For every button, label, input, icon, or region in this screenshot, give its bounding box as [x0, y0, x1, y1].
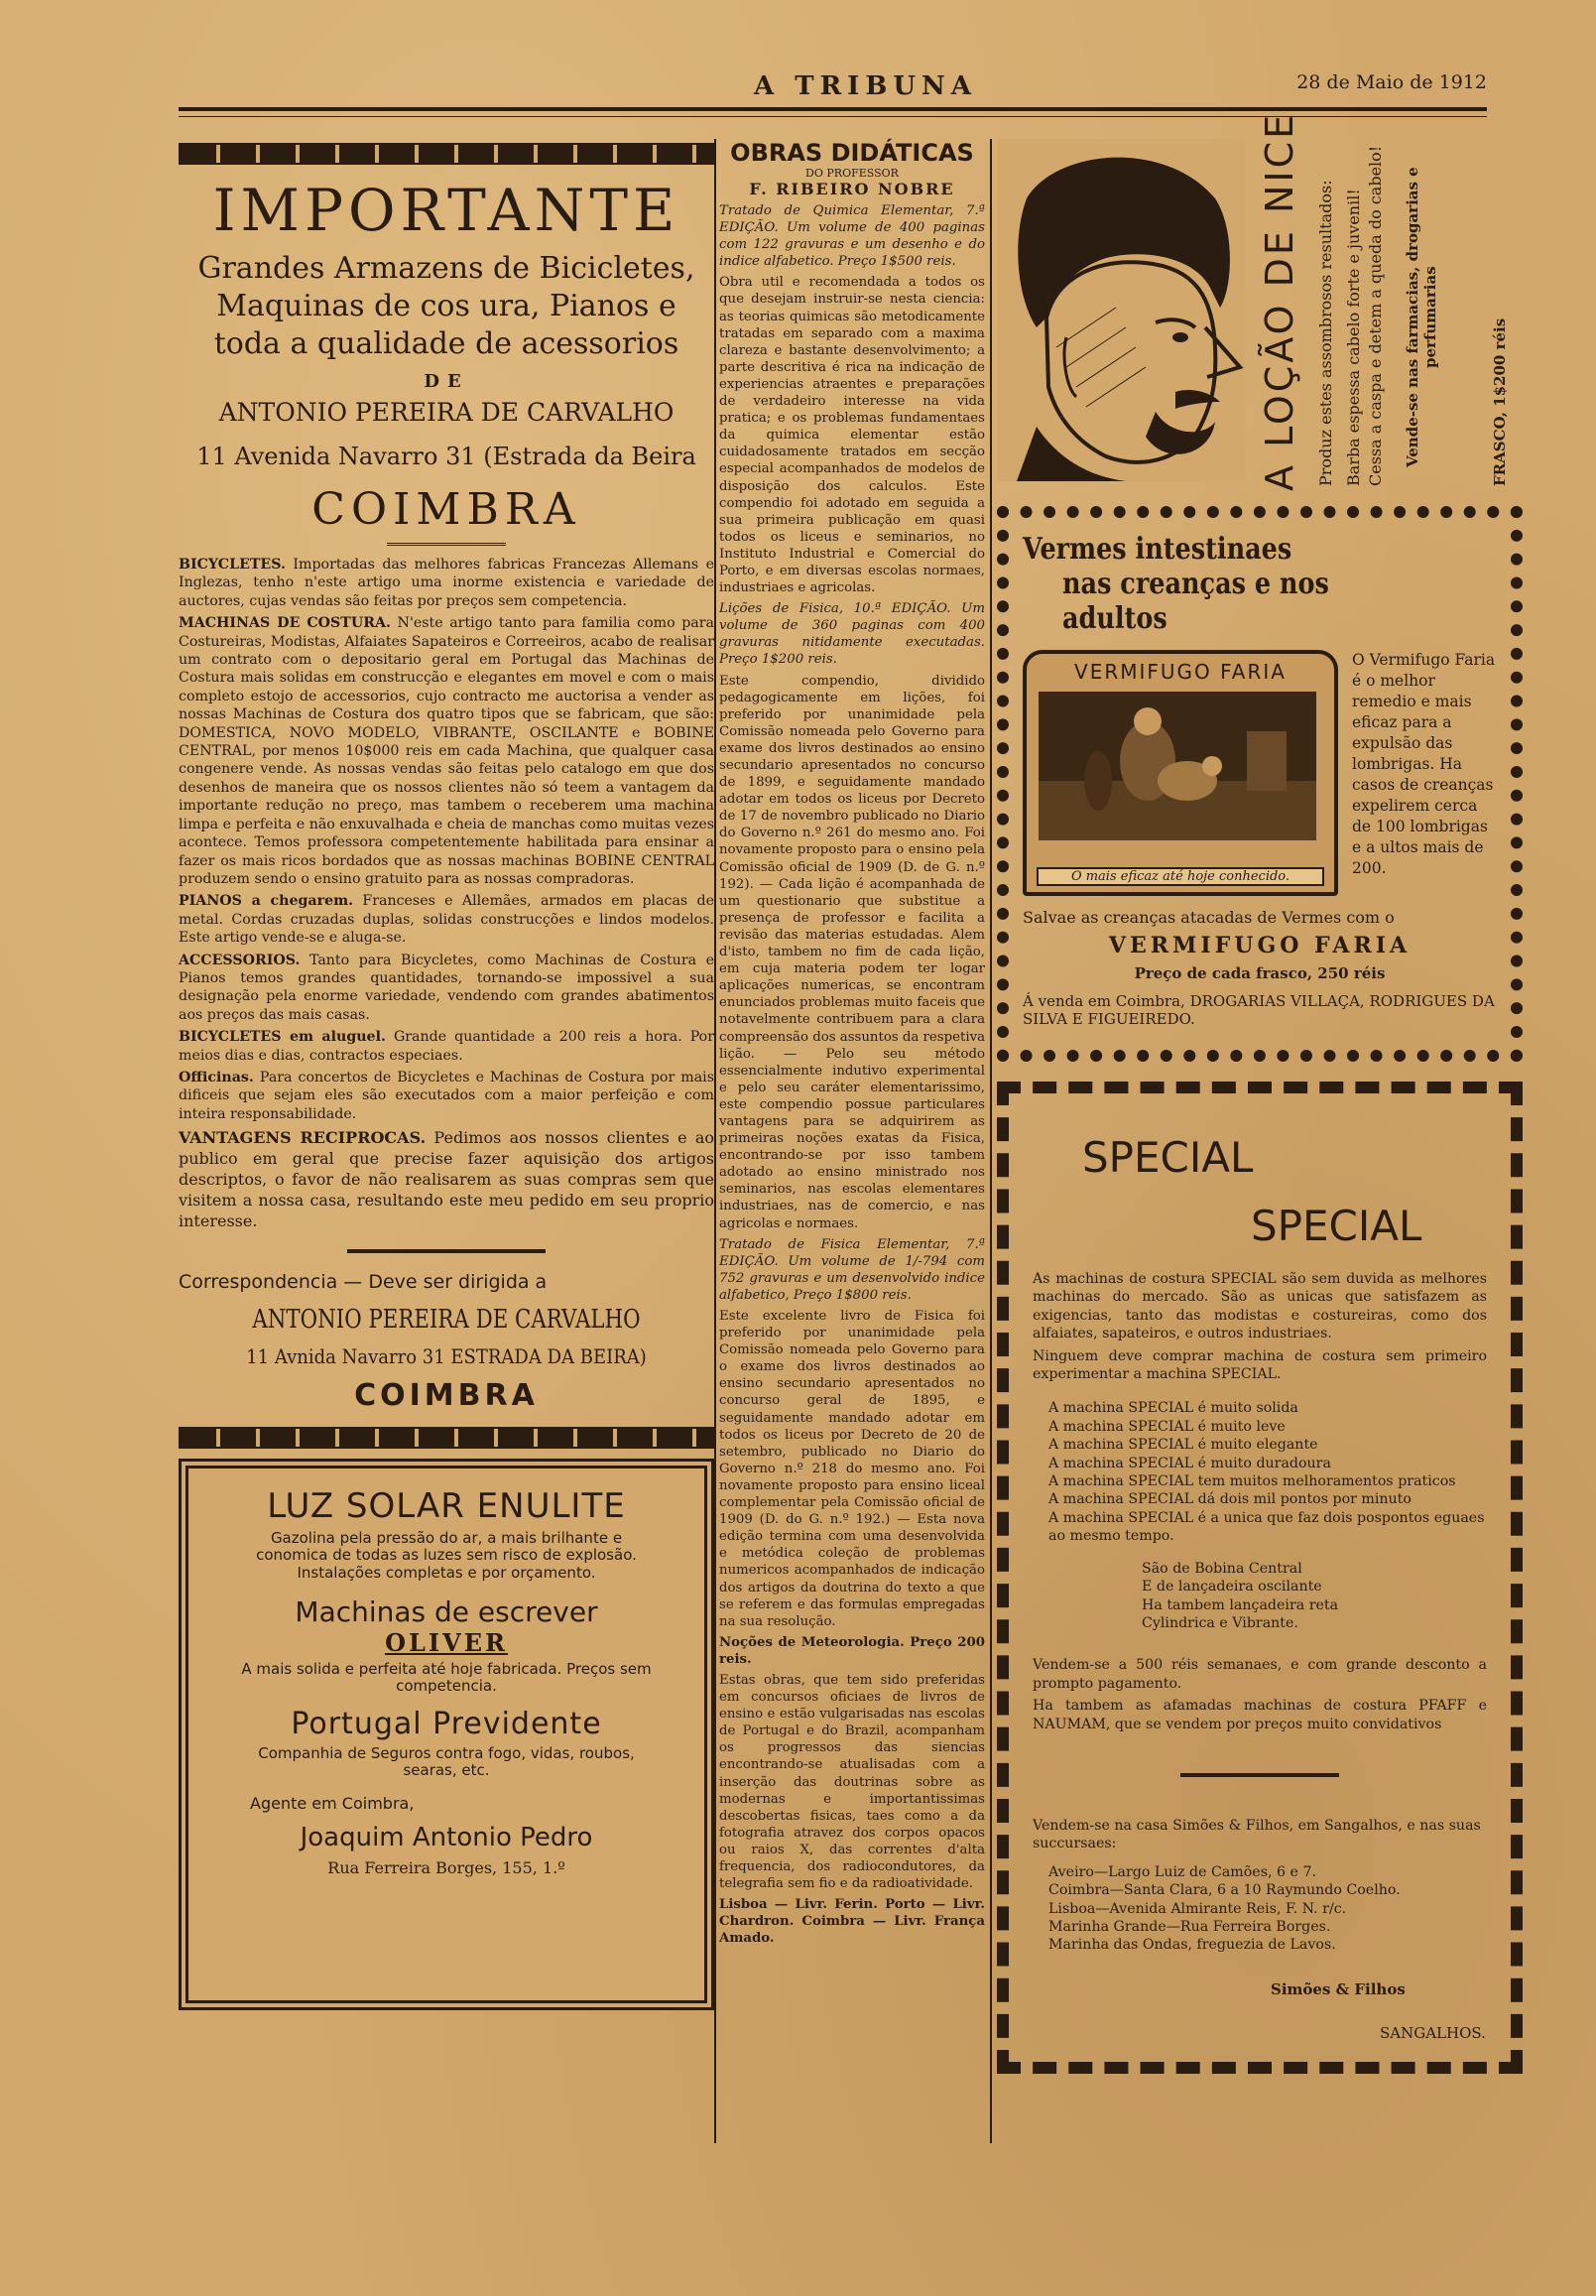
- agent-address: Rua Ferreira Borges, 155, 1.º: [327, 1857, 565, 1877]
- paragraph: Vendem-se a 500 réis semanaes, e com grande desconto a prompto pagamento.: [1033, 1657, 1487, 1692]
- vermes-title1: Vermes intestinaes: [1023, 532, 1292, 567]
- column-divider: [990, 139, 992, 2143]
- oliver-desc: A mais solida e perfeita até hoje fabricada. Preços sem competencia.: [241, 1659, 652, 1695]
- special-heading-2: SPECIAL: [1251, 1202, 1422, 1250]
- divider: [387, 543, 506, 546]
- book-entry: Tratado de Quimica Elementar, 7.ª EDIÇÃO. Um volume de 400 paginas com 122 gravuras e um desenho e do indice alfabetico. Preço 1$500 reis.: [719, 203, 985, 270]
- obras-do: DO PROFESSOR: [805, 167, 899, 180]
- list-item: São de Bobina Central: [1142, 1560, 1302, 1577]
- luz-solar-ad: [179, 1459, 714, 2010]
- paragraph: [179, 1127, 714, 1231]
- paragraph: [179, 1028, 714, 1065]
- divider: [1180, 1773, 1339, 1777]
- obras-body: [719, 202, 985, 1947]
- label-text: VERMIFUGO FARIA: [1074, 660, 1287, 684]
- paragraph-text: Grande quantidade a 200 reis a hora. Por meios dias e dias, contractos especiaes.: [179, 1029, 715, 1064]
- correspondencia: [179, 1271, 714, 1293]
- special-list: [1048, 1399, 1487, 1545]
- column-divider: [714, 139, 716, 2143]
- booksellers: Lisboa — Livr. Ferin. Porto — Livr. Chardron. Coimbra — Livr. França Amado.: [719, 1897, 985, 1947]
- book-entry: Lições de Fisica, 10.ª EDIÇÃO. Um volume de 360 paginas com 400 gravuras nitidamente executadas. Preço 1$200 reis.: [719, 601, 985, 668]
- ornamental-border: [179, 143, 714, 165]
- special-heading-1: SPECIAL: [1082, 1133, 1254, 1182]
- vermes-row: [1023, 650, 1497, 896]
- list-item: Marinha das Ondas, freguezia de Lavos.: [1048, 1937, 1336, 1954]
- locao-title: A LOÇÃO DE NICE: [1258, 111, 1301, 491]
- vermes-product: VERMIFUGO FARIA: [1108, 933, 1412, 958]
- locao-line4: Vende-se nas farmacias, drogarias e perfumarias: [1404, 167, 1439, 468]
- paragraph-text: N'este artigo tanto para familia como para Costureiras, Modistas, Alfaiates Sapateiros e Correeiros, acabo de realisar um contrato com o depositario geral em Portugal das Machinas de Costura mais solidas em construcção e elegantes em movel e com o mais completo estojo de accessorios, cujo contracto me auctorisa a vender as nossas Machinas de Costura dos quatro tipos que se fabricam, que são: DOMESTICA, NOVO MODELO, VIBRANTE, OSCILANTE e BOBINE CENTRAL, por menos 10$000 reis em cada Machina, que qualquer casa congenere vende. As nossas vendas são feitas pelo catalogo em que dos desenhos de maneira que os nossos clientes não só teem a vantagem da importante redução no preço, mas tambem o receberem uma machina limpa e perfeita e não enxuvalhada e cheia de manchas como muitas vezes acontece. Temos professora competentemente habilitada para ensinar a fazer os mais ricos bordados que as nossas machinas BOBINE CENTRAL produzem sendo o ensino gratuito para as nossas compradoras.: [179, 615, 715, 887]
- special-sales: Vendem-se na casa Simões & Filhos, em Sangalhos, e nas suas succursaes:: [1033, 1817, 1481, 1852]
- paragraph: Ha tambem as afamadas machinas de costura PFAFF e NAUMAM, que se vendem por preços muito convidativos: [1033, 1698, 1487, 1732]
- paragraph-lead: BICYCLETES em aluguel.: [179, 1029, 386, 1046]
- list-item: A machina SPECIAL é muito elegante: [1048, 1437, 1318, 1454]
- oliver-brand: OLIVER: [385, 1627, 508, 1657]
- importante-city: COIMBRA: [311, 484, 581, 535]
- previdente-title: Portugal Previdente: [291, 1707, 602, 1742]
- obras-didaticas-ad: [719, 139, 985, 1951]
- importante-de: DE: [424, 371, 469, 392]
- list-item: A machina SPECIAL tem muitos melhoramentos praticos: [1048, 1473, 1456, 1490]
- paragraph: Este excelente livro de Fisica foi preferido por unanimidade pela Comissão nomeada pelo Governo para o exame dos livros destinados ao ensino secundario apresentados no concurso geral de 1895, e seguidamente mandado adotar em todos os liceus por Decreto de 20 de setembro, publicado no Diario do Governo n.º 218 do mesmo ano. Foi novamente proposto para ensino liceal complementar pela Comissão oficial de 1909 (D. do G. n.º 192.) — Esta nova edição termina com uma desenvolvida e metódica coleção de problemas numericos acompanhados de indicação dos artigos da doutrina do texto a que se referem e das formulas empregadas na sua resolução.: [719, 1309, 985, 1629]
- list-item: Coimbra—Santa Clara, 6 a 10 Raymundo Coelho.: [1048, 1882, 1401, 1899]
- paragraph-text: Pedimos aos nossos clientes e ao publico em geral que precise fazer aquisição dos artigos descriptos, o favor de não realisarem as suas compras sem que visitem a nossa casa, resultando este meu pedido em seu proprio interesse.: [179, 1128, 714, 1231]
- paragraph: [179, 614, 714, 888]
- special-body: [1033, 1270, 1487, 1383]
- paragraph: Ninguem deve comprar machina de costura sem primeiro experimentar a machina SPECIAL.: [1033, 1347, 1487, 1383]
- list-item: Marinha Grande—Rua Ferreira Borges.: [1048, 1918, 1331, 1935]
- list-item: A machina SPECIAL é a unica que faz dois pospontos eguaes ao mesmo tempo.: [1048, 1509, 1485, 1545]
- obras-title: OBRAS DIDÁTICAS: [730, 139, 974, 167]
- list-item: A machina SPECIAL dá dois mil pontos por minuto: [1048, 1491, 1412, 1508]
- luz-desc: Gazolina pela pressão do ar, a mais brilhante e conomica de todas as luzes sem risco de explosão. Instalações completas e por orçamento.: [256, 1529, 637, 1582]
- corr-city: COIMBRA: [354, 1378, 539, 1414]
- paragraph-lead: Officinas.: [179, 1069, 254, 1085]
- paragraph: [179, 952, 714, 1025]
- machinas-title: Machinas de escrever: [295, 1594, 598, 1628]
- book-entry: Tratado de Fisica Elementar, 7.ª EDIÇÃO. Um volume de 1/-794 com 752 gravuras e um desenvolvido indice alfabetico, Preço 1$800 reis.: [719, 1236, 985, 1303]
- list-item: E de lançadeira oscilante: [1142, 1579, 1322, 1595]
- paragraph-lead: MACHINAS DE COSTURA.: [179, 615, 391, 632]
- special-terms: [1033, 1656, 1487, 1733]
- list-item: A machina SPECIAL é muito leve: [1048, 1418, 1286, 1435]
- paragraph: [179, 892, 714, 947]
- locao-price: FRASCO, 1$200 réis: [1491, 318, 1509, 486]
- issue-date: 28 de Maio de 1912: [1296, 71, 1487, 93]
- divider: [347, 1249, 546, 1253]
- paragraph-text: Franceses e Allemães, armados em placas de metal. Cordas cruzadas duplas, solidas construcções e lindos modelos. Este artigo vende-se e aluga-se.: [179, 893, 714, 947]
- paragraph-text: Para concertos de Bicycletes e Machinas de Costura por mais dificeis que sejam eles são executados com a maior perfeição e com inteira responsabilidade.: [179, 1069, 714, 1122]
- newspaper-title: A TRIBUNA: [754, 71, 977, 101]
- locao-line1: Produz estes assombrosos resultados:: [1316, 180, 1335, 486]
- paragraph-lead: VANTAGENS RECIPROCAS.: [179, 1128, 427, 1148]
- importante-ad: [179, 139, 714, 2010]
- paragraph: Estas obras, que tem sido preferidas em concursos oficiaes de livros de ensino e estão vulgarisadas nas escolas de Portugal e do Brazil, acompanham os progressos das siencias encontrando-se atualisadas com a inserção das doutrinas sobre as modernas e importantissimas descobertas fisicas, taes como a da fotografia atravez dos corpos opacos ou raios X, das correntes d'alta frequencia, dos radiocondutores, da telegrafia sem fio e da radioatividade.: [719, 1672, 985, 1892]
- vermifugo-label-illustration: [1023, 650, 1338, 896]
- special-signature: Simões & Filhos: [1271, 1979, 1406, 1998]
- paragraph-text: Importadas das melhores fabricas Francezas Allemans e Inglezas, tenho n'este artigo uma inorme existencia e variedade de auctores, cujas vendas são feitas por preços sem competencia.: [179, 557, 714, 609]
- mother-child-scene-icon: [1039, 692, 1316, 840]
- special-place: SANGALHOS.: [1380, 2023, 1486, 2042]
- importante-title: IMPORTANTE: [212, 177, 680, 244]
- importante-subtitle: Grandes Armazens de Bicicletes, Maquinas de cos ura, Pianos e toda a qualidade de acessorios: [197, 251, 695, 361]
- ornamental-border: [179, 1427, 714, 1449]
- list-item: Ha tambem lançadeira reta: [1142, 1596, 1339, 1613]
- list-item: Aveiro—Largo Luiz de Camões, 6 e 7.: [1048, 1863, 1316, 1880]
- header-rule: [179, 107, 1487, 111]
- special-types: [1142, 1560, 1487, 1633]
- agent-name: Joaquim Antonio Pedro: [300, 1822, 593, 1852]
- man-portrait-icon: [997, 139, 1245, 481]
- paragraph: As machinas de costura SPECIAL são sem duvida as melhores machinas do mercado. São as unicas que satisfazem as exigencias, tanto das modistas e costureiras, como dos alfaiates, sapateiros, e outros industriaes.: [1033, 1271, 1487, 1342]
- vermes-price: Preço de cada frasco, 250 réis: [1134, 964, 1386, 982]
- corr-name: ANTONIO PEREIRA DE CARVALHO: [252, 1305, 641, 1336]
- vermes-side: O Vermifugo Faria é o melhor remedio e mais eficaz para a expulsão das lombrigas. Ha casos de creanças expelirem cerca de 100 lombrigas e a ultos mais de 200.: [1352, 651, 1496, 877]
- list-item: Cylindrica e Vibrante.: [1142, 1614, 1298, 1631]
- label-ribbon: O mais eficaz até hoje conhecido.: [1037, 867, 1324, 886]
- corr-address: 11 Avnida Navarro 31 ESTRADA DA BEIRA): [246, 1344, 647, 1369]
- list-item: A machina SPECIAL é muito solida: [1048, 1400, 1298, 1417]
- paragraph-lead: ACCESSORIOS.: [179, 952, 301, 968]
- paragraph: [179, 556, 714, 610]
- vermes-title2: nas creanças e nos adultos: [1062, 567, 1329, 636]
- locao-de-nice-ad: [997, 111, 1523, 506]
- locao-line2: Barba espessa cabelo forte e juvenil!: [1344, 189, 1363, 486]
- vermes-salvae: Salvae as creanças atacadas de Vermes com o: [1023, 908, 1395, 927]
- special-branches: [1048, 1863, 1487, 1955]
- vermes-venda: Á venda em Coimbra, DROGARIAS VILLAÇA, RODRIGUES DA SILVA E FIGUEIREDO.: [1023, 992, 1495, 1028]
- importante-owner: ANTONIO PEREIRA DE CARVALHO: [218, 398, 675, 427]
- list-item: Lisboa—Avenida Almirante Reis, F. N. r/c.: [1048, 1900, 1347, 1917]
- paragraph: Este compendio, dividido pedagogicamente em lições, foi preferido por unanimidade pela Comissão nomeada pelo Governo para exame dos livros destinados ao ensino secundario apresentados no concurso de 1899, e seguidamente mandado adotar em todos os liceus por Decreto de 17 de novembro publicado no Diario do Governo n.º 261 do mesmo ano. Foi novamente proposto para o ensino pela Comissão oficial de 1909 (D. de G. n.º 192). — Cada lição é acompanhada de um questionario que substitue a presença de professor e facilita a revisão das materias estudadas. Alem d'isto, tambem no fim de cada lição, em cuja materia podem ter logar aplicações numericas, se encontram enunciados problemas muito faceis que notavelmente contribuem para a clara compreensão dos assuntos da respetiva lição. — Pelo seu método essencialmente indutivo experimental e pelo seu caráter elementarissimo, este compendio possue particulares vantagens para se adquirirem as primeiras noções exatas da Fisica, encontrando-se por isso tambem adotado ao ensino ministrado nos seminarios, nas escolas elementares industriaes, nas de comercio, e nas agricolas e normaes.: [719, 673, 986, 1231]
- locao-line3: Cessa a caspa e detem a queda do cabelo!: [1366, 145, 1385, 486]
- obras-author: F. RIBEIRO NOBRE: [749, 180, 955, 198]
- vermifugo-ad: [997, 506, 1523, 1062]
- book-entry: Noções de Meteorologia. Preço 200 reis.: [719, 1634, 985, 1667]
- importante-body: [179, 556, 714, 1231]
- correspondencia-text: Correspondencia — Deve ser dirigida a: [179, 1271, 548, 1294]
- paragraph: Obra util e recomendada a todos os que desejam instruir-se nesta ciencia: as teorias quimicas são metodicamente tratadas em separado com a maxima clareza e bastante desenvolvimento; a parte descritiva é rica na indicação de experiencias atraentes e preparações de verdadeiro interesse na vida pratica; e os problemas fundamentaes da quimica elementar estão cuidadosamente tratados em secção especial acompanhados de modelos de disposição dos calculos. Este compendio foi adotado em seguida a sua primeira publicação em quasi todos os liceus e seminarios, no Instituto Industrial e Comercial do Porto, e em diversas escolas normaes, industriaes e agricolas.: [719, 275, 985, 596]
- importante-address: 11 Avenida Navarro 31 (Estrada da Beira: [196, 443, 696, 470]
- luz-title: LUZ SOLAR ENULITE: [267, 1486, 626, 1527]
- list-item: A machina SPECIAL é muito duradoura: [1048, 1455, 1331, 1471]
- paragraph-text: Tanto para Bicycletes, como Machinas de Costura e Pianos temos grandes quantidades, tornando-se impossivel a sua designação pela enorme variedade, vendendo com grandes abatimentos aos preços das mais casas.: [179, 952, 714, 1023]
- agente-label: Agente em Coimbra,: [250, 1793, 415, 1813]
- portrait-illustration: [997, 139, 1245, 481]
- previdente-desc: Companhia de Seguros contra fogo, vidas, roubos, searas, etc.: [258, 1744, 635, 1780]
- special-ad: [997, 1082, 1523, 2074]
- paragraph: [179, 1069, 714, 1123]
- paragraph-lead: BICYCLETES.: [179, 557, 286, 573]
- paragraph-lead: PIANOS a chegarem.: [179, 893, 354, 910]
- right-column: [997, 111, 1523, 2074]
